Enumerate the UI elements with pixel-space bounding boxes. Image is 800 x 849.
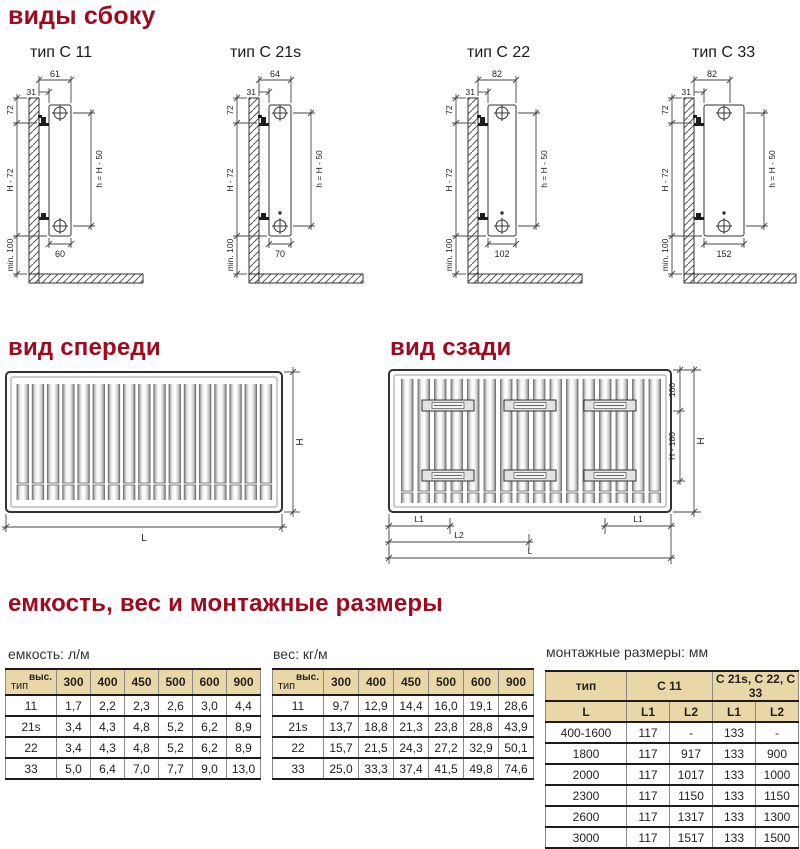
dim-height: H	[295, 438, 306, 446]
table-row: 22 15,7 21,5 24,3 27,2 32,9 50,1	[273, 737, 534, 758]
dim-wall-span: H - 72	[444, 168, 454, 192]
side-view-diagram-c11	[5, 68, 150, 300]
caption-weight: вес: кг/м	[273, 646, 328, 662]
radiator-ribs	[15, 384, 273, 500]
type-label-c33: тип С 33	[692, 44, 756, 61]
dim-top-width: 61	[49, 69, 61, 79]
col-header: 900	[499, 669, 534, 695]
table-row: 2600 117 1317 133 1300	[546, 806, 799, 827]
table-row: 21s 13,7 18,8 21,3 23,8 28,8 43,9	[273, 716, 534, 737]
side-view-diagram-c33	[660, 68, 800, 300]
front-view-diagram	[0, 364, 312, 564]
table-row: 22 3,4 4,3 4,8 5,2 6,2 8,9	[6, 737, 261, 758]
table-row: 2300 117 1150 133 1150	[546, 785, 799, 806]
dim-panel-height: h = H - 50	[314, 150, 324, 188]
side-view-diagram-c21s	[225, 68, 370, 300]
dim-min-clearance: min. 100	[5, 238, 15, 272]
dim-wall-offset: 31	[246, 87, 256, 97]
wall-hatch	[468, 98, 478, 283]
sub-header-l1: L1	[627, 701, 670, 722]
corner-cell: выс. тип	[6, 669, 57, 695]
rear-view-diagram	[383, 364, 723, 576]
radiator-panel	[269, 105, 291, 236]
col-header: 400	[91, 669, 125, 695]
table-row: 400-1600 117 - 133 -	[546, 722, 799, 743]
dim-min-clearance: min. 100	[660, 238, 670, 272]
wall-brackets	[477, 115, 488, 220]
dim-panel-height: h = H - 50	[767, 150, 777, 188]
table-row: 33 5,0 6,4 7,0 7,7 9,0 13,0	[6, 758, 261, 779]
dim-bottom-width: 60	[54, 249, 66, 259]
table-row: 11 1,7 2,2 2,3 2,6 3,0 4,4	[6, 695, 261, 716]
dim-wall-offset: 31	[26, 87, 36, 97]
dim-l2: L2	[454, 530, 464, 540]
type-label-c21s: тип С 21s	[230, 44, 302, 61]
floor-hatch	[249, 274, 363, 283]
heading-rear-view: вид сзади	[390, 334, 512, 361]
table-row: 3000 117 1517 133 1500	[546, 827, 799, 848]
table-row: 11 9,7 12,9 14,4 16,0 19,1 28,6	[273, 695, 534, 716]
sub-header-l1: L1	[713, 701, 756, 722]
radiator-ribs	[398, 379, 662, 503]
heading-front-view: вид спереди	[8, 334, 161, 361]
heading-side-views: виды сбоку	[8, 2, 156, 30]
dim-length: L	[527, 546, 533, 556]
table-row: 1800 117 917 133 900	[546, 743, 799, 764]
floor-hatch	[468, 274, 582, 283]
dim-min-clearance: min. 100	[444, 238, 454, 272]
radiator-panel	[49, 105, 71, 236]
wall-hatch	[29, 98, 39, 283]
dim-length: L	[141, 533, 147, 544]
col-header: 450	[394, 669, 429, 695]
table-row: 2000 117 1017 133 1000	[546, 764, 799, 785]
weight-table	[272, 668, 534, 780]
type-label-c11: тип С 11	[30, 44, 92, 61]
dim-wall-offset: 31	[681, 87, 691, 97]
wall-brackets	[38, 115, 49, 220]
col-header: 450	[125, 669, 159, 695]
col-header: 400	[359, 669, 394, 695]
dim-top-width: 82	[706, 69, 718, 79]
dim-bottom-width: 70	[274, 249, 286, 259]
dim-panel-height: h = H - 50	[94, 150, 104, 188]
radiator-panel	[704, 105, 744, 236]
col-header: 300	[57, 669, 91, 695]
caption-capacity: емкость: л/м	[8, 646, 90, 662]
wall-hatch	[684, 98, 694, 283]
table-row: 21s 3,4 4,3 4,8 5,2 6,2 8,9	[6, 716, 261, 737]
dim-bracket-span: H - 180	[667, 432, 677, 460]
side-view-diagram-c22	[444, 68, 589, 300]
dim-min-clearance: min. 100	[225, 238, 235, 272]
dim-top-width: 64	[269, 69, 281, 79]
col-header: 900	[227, 669, 261, 695]
dim-wall-span: H - 72	[660, 168, 670, 192]
wall-hatch	[249, 98, 259, 283]
col-header: 500	[429, 669, 464, 695]
dim-wall-span: H - 72	[5, 168, 15, 192]
corner-cell: выс. тип	[273, 669, 324, 695]
sub-header-l: L	[546, 701, 627, 722]
dim-l1-left: L1	[414, 514, 424, 524]
caption-mounting: монтажные размеры: мм	[546, 644, 709, 660]
dim-l1-right: L1	[633, 514, 643, 524]
dim-bottom-width: 152	[716, 249, 732, 259]
dim-top-margin: 72	[225, 105, 235, 115]
col-header: 600	[193, 669, 227, 695]
dim-wall-offset: 31	[465, 87, 475, 97]
dim-panel-height: h = H - 50	[539, 150, 549, 188]
heading-specs: емкость, вес и монтажные размеры	[8, 590, 443, 617]
dim-top-margin: 72	[660, 105, 670, 115]
sub-header-l2: L2	[756, 701, 799, 722]
dim-bottom-width: 102	[494, 249, 510, 259]
capacity-table	[5, 668, 261, 780]
col-header-type: тип	[546, 671, 627, 701]
radiator-panel	[488, 105, 516, 236]
col-header: 500	[159, 669, 193, 695]
col-header: 300	[324, 669, 359, 695]
type-label-c22: тип С 22	[467, 44, 531, 61]
dim-height: H	[696, 437, 707, 445]
table-row: 33 25,0 33,3 37,4 41,5 49,8 74,6	[273, 758, 534, 779]
dim-wall-span: H - 72	[225, 168, 235, 192]
dim-top-width: 82	[491, 69, 503, 79]
sub-header-l2: L2	[670, 701, 713, 722]
group-header-rest: С 21s, С 22, С 33	[713, 671, 799, 701]
dim-top-margin: 72	[5, 105, 15, 115]
col-header: 600	[464, 669, 499, 695]
floor-hatch	[29, 274, 143, 283]
dim-top-margin: 72	[444, 105, 454, 115]
floor-hatch	[684, 274, 796, 283]
dim-bracket-top: 100	[667, 382, 677, 398]
mounting-table	[545, 670, 799, 849]
wall-brackets	[693, 115, 704, 220]
group-header-c11: С 11	[627, 671, 713, 701]
wall-brackets	[258, 115, 269, 220]
